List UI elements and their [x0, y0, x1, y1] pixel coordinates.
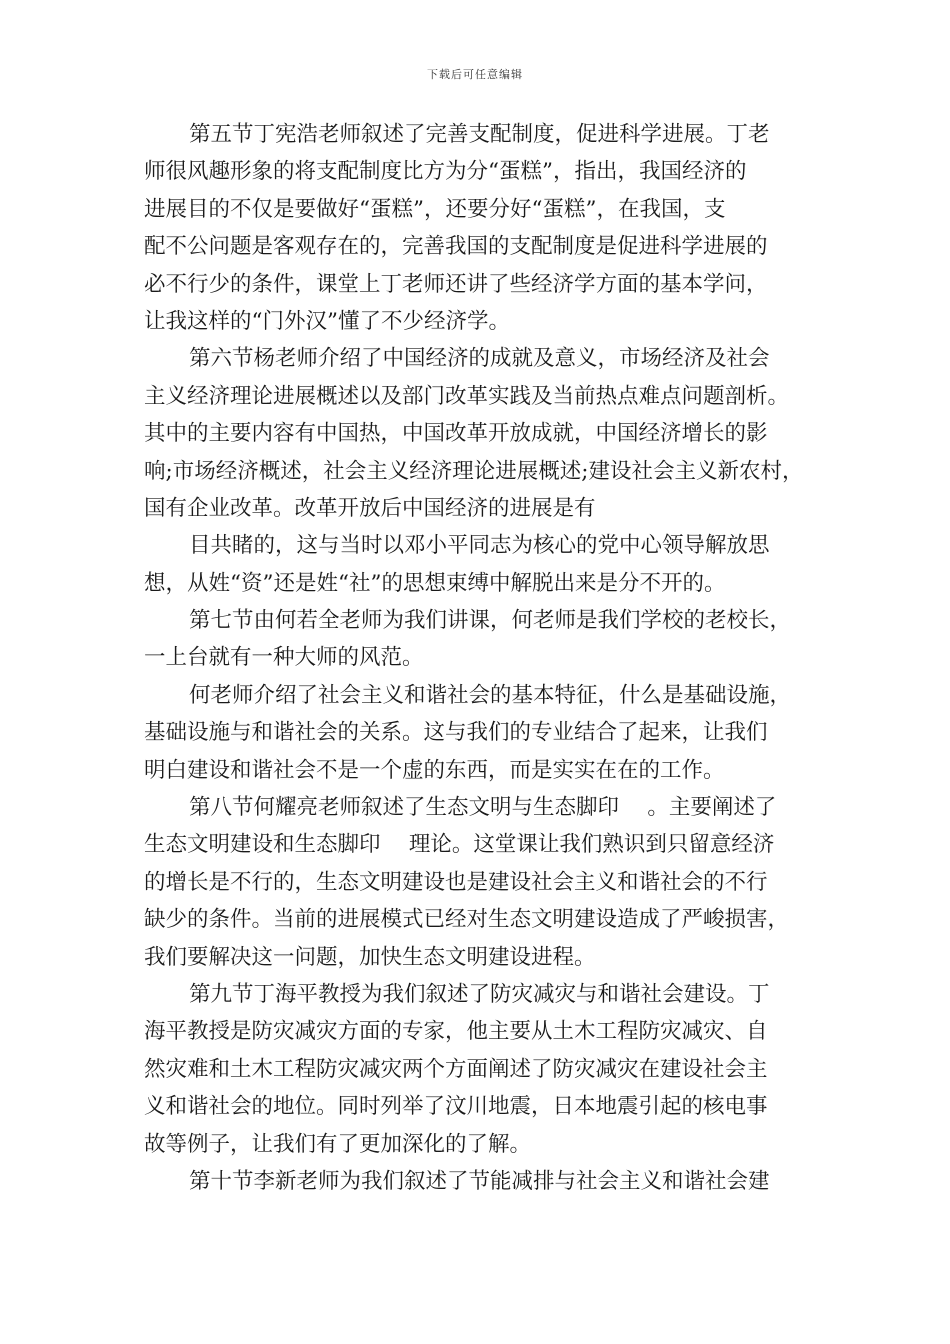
- text-line: 进展目的不仅是要做好“蛋糕”，还要分好“蛋糕”，在我国，支: [144, 196, 726, 222]
- page-header: 下载后可任意编辑: [427, 68, 523, 81]
- text-line: 我们要解决这一问题，加快生态文明建设进程。: [144, 944, 596, 970]
- text-line: 国有企业改革。改革开放后中国经济的进展是有: [144, 495, 596, 521]
- text-line: 第八节何耀亮老师叙述了生态文明与生态脚印 。主要阐述了: [189, 795, 777, 821]
- text-line: 第十节李新老师为我们叙述了节能减排与社会主义和谐社会建: [189, 1168, 770, 1194]
- text-line: 的增长是不行的，生态文明建设也是建设社会主义和谐社会的不行: [144, 869, 768, 895]
- text-line: 师很风趣形象的将支配制度比方为分“蛋糕”，指出，我国经济的: [144, 159, 747, 185]
- document-body: [144, 116, 810, 1200]
- text-line: 配不公问题是客观存在的，完善我国的支配制度是促进科学进展的: [144, 234, 768, 260]
- text-line: 何老师介绍了社会主义和谐社会的基本特征，什么是基础设施，: [189, 682, 792, 708]
- text-line: 明白建设和谐社会不是一个虚的东西，而是实实在在的工作。: [144, 757, 725, 783]
- text-line: 缺少的条件。当前的进展模式已经对生态文明建设造成了严峻损害，: [144, 907, 790, 933]
- text-line: 生态文明建设和生态脚印 理论。这堂课让我们熟识到只留意经济: [144, 832, 775, 858]
- text-line: 响;市场经济概述，社会主义经济理论进展概述;建设社会主义新农村，: [144, 458, 804, 484]
- text-line: 第五节丁宪浩老师叙述了完善支配制度，促进科学进展。丁老: [189, 122, 770, 147]
- text-line: 海平教授是防灾减灾方面的专家，他主要从土木工程防灾减灾、自: [144, 1019, 768, 1045]
- text-line: 义和谐社会的地位。同时列举了汶川地震，日本地震引起的核电事: [144, 1094, 768, 1120]
- text-line: 一上台就有一种大师的风范。: [144, 645, 424, 671]
- text-line: 想，从姓“资”还是姓“社”的思想束缚中解脱出来是分不开的。: [144, 570, 726, 596]
- text-line: 基础设施与和谐社会的关系。这与我们的专业结合了起来，让我们: [144, 720, 768, 746]
- text-line: 第七节由何若全老师为我们讲课，何老师是我们学校的老校长，: [189, 608, 792, 634]
- text-line: 主义经济理论进展概述以及部门改革实践及当前热点难点问题剖析。: [144, 383, 790, 409]
- text-line: 目共睹的，这与当时以邓小平同志为核心的党中心领导解放思: [189, 533, 770, 559]
- text-line: 其中的主要内容有中国热，中国改革开放成就，中国经济增长的影: [144, 421, 768, 447]
- text-line: 让我这样的“门外汉”懂了不少经济学。: [144, 308, 510, 334]
- text-line: 第九节丁海平教授为我们叙述了防灾减灾与和谐社会建设。丁: [189, 981, 770, 1007]
- text-line: 第六节杨老师介绍了中国经济的成就及意义，市场经济及社会: [189, 346, 770, 372]
- text-line: 必不行少的条件，课堂上丁老师还讲了些经济学方面的基本学问，: [144, 271, 768, 297]
- text-line: 然灾难和土木工程防灾减灾两个方面阐述了防灾减灾在建设社会主: [144, 1056, 768, 1082]
- text-line: 故等例子，让我们有了更加深化的了解。: [144, 1131, 532, 1157]
